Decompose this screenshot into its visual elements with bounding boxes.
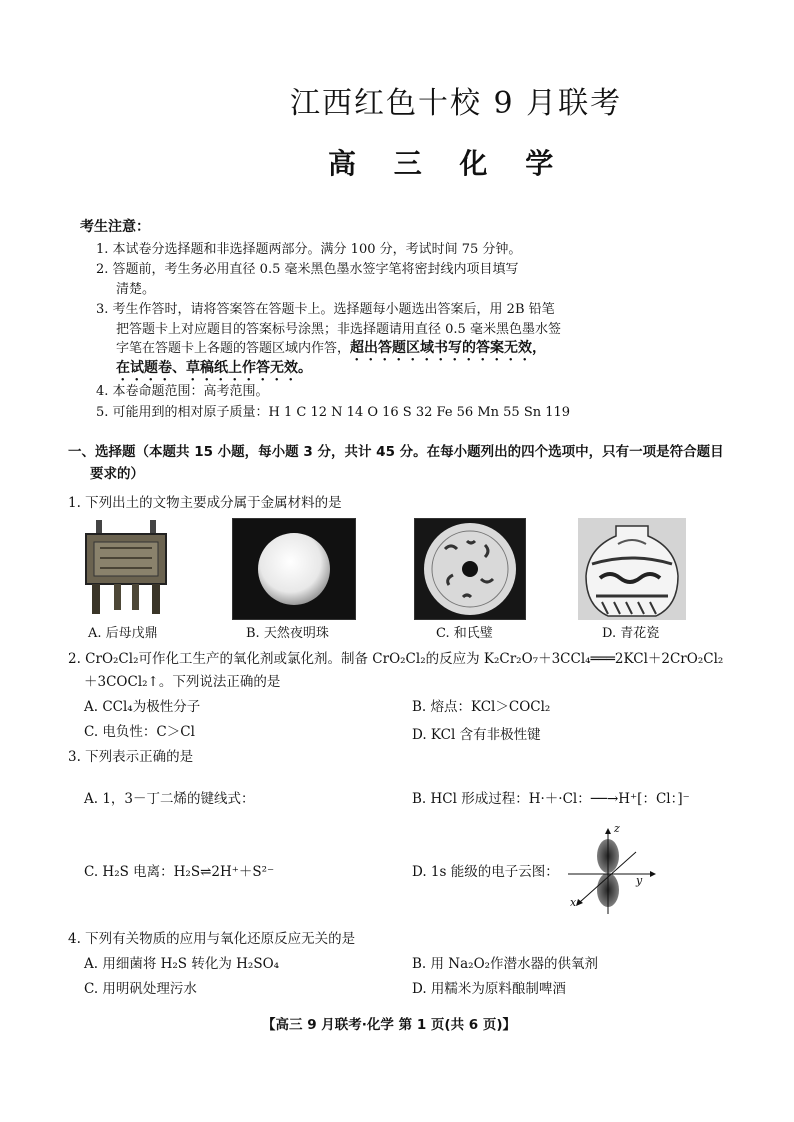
bronze-ding-icon [80,518,172,618]
notice-item-2b: 清楚。 [116,282,156,297]
q3-option-b: B. HCl 形成过程：H·＋·Cl：──→H⁺[：Cl：]⁻ [412,791,690,807]
q1-stem: 1. 下列出土的文物主要成分属于金属材料的是 [68,495,342,511]
section-1-heading [68,441,724,485]
exam-title: 江西红色十校 9 月联考 [290,86,623,121]
notice-item-5: 5. 可能用到的相对原子质量：H 1 C 12 N 14 O 16 S 32 Fe 56 Mn 55 Sn 119 [96,405,571,420]
q4-option-c: C. 用明矾处理污水 [84,981,197,997]
axis-z-label: z [614,822,620,835]
q2-stem-line-2: ＋3COCl₂↑。下列说法正确的是 [84,674,281,690]
q3-option-a: A. 1，3－丁二烯的键线式： [84,791,255,807]
notice-item-2a: 2. 答题前，考生务必用直径 0.5 毫米黑色墨水签字笔将密封线内项目填写 [96,262,519,277]
q4-option-a: A. 用细菌将 H₂S 转化为 H₂SO₄ [84,956,280,972]
q3-option-c: C. H₂S 电离：H₂S⇌2H⁺＋S²⁻ [84,864,275,880]
axis-y-label: y [636,874,643,887]
q1-image-c [414,518,526,620]
q3-stem: 3. 下列表示正确的是 [68,749,194,765]
q2-option-b: B. 熔点：KCl＞COCl₂ [412,699,551,715]
q4-option-b: B. 用 Na₂O₂作潜水器的供氧剂 [412,956,599,972]
notice-item-3c-text: 字笔在答题卡上各题的答题区域内作答， [116,341,351,356]
notice-item-3a: 3. 考生作答时，请将答案答在答题卡上。选择题每小题选出答案后，用 2B 铅笔 [96,302,555,317]
notice-item-1: 1. 本试卷分选择题和非选择题两部分。满分 100 分，考试时间 75 分钟。 [96,242,522,257]
notice-item-3b: 把答题卡上对应题目的答案标号涂黑；非选择题请用直径 0.5 毫米黑色墨水签 [116,322,561,337]
q4-option-d: D. 用糯米为原料酿制啤酒 [412,981,566,997]
notice-emphasis-2: 在试题卷、草稿纸上作答无效。 [116,360,312,376]
subject-title: 高 三 化 学 [328,147,568,180]
section-1-line-2: 要求的） [90,466,144,482]
q1-image-b [232,518,356,620]
porcelain-vase-icon [578,518,686,620]
q3-option-d: D. 1s 能级的电子云图： [412,864,559,880]
q4-stem: 4. 下列有关物质的应用与氧化还原反应无关的是 [68,931,356,947]
notice-emphasis-1: 超出答题区域书写的答案无效， [350,340,547,356]
q2-option-a: A. CCl₄为极性分子 [84,699,201,715]
q2-option-d: D. KCl 含有非极性键 [412,727,541,743]
q1-image-d [578,518,686,620]
notice-item-4: 4. 本卷命题范围：高考范围。 [96,384,269,399]
notice-heading: 考生注意： [80,219,150,235]
q1-image-a [80,518,172,618]
page-footer: 【高三 9 月联考·化学 第 1 页(共 6 页)】 [262,1017,517,1033]
q1-option-c: C. 和氏璧 [436,626,493,641]
q1-option-b: B. 天然夜明珠 [246,626,329,641]
q2-stem-line-1: 2. CrO₂Cl₂可作化工生产的氧化剂或氯化剂。制备 CrO₂Cl₂的反应为 K₂Cr₂O₇＋3CCl₄═══2KCl＋2CrO₂Cl₂ [68,651,724,667]
q2-option-c: C. 电负性：C＞Cl [84,724,195,740]
jade-disc-icon [415,519,525,619]
section-1-line-1: 一、选择题（本题共 15 小题，每小题 3 分，共计 45 分。在每小题列出的四个选项中，只有一项是符合题目 [68,444,724,460]
electron-cloud-diagram [560,822,670,918]
axis-x-label: x [570,896,577,909]
electron-cloud-icon [560,822,670,918]
q1-option-a: A. 后母戊鼎 [88,626,158,641]
night-pearl-icon [233,519,355,619]
q1-option-d: D. 青花瓷 [602,626,660,641]
